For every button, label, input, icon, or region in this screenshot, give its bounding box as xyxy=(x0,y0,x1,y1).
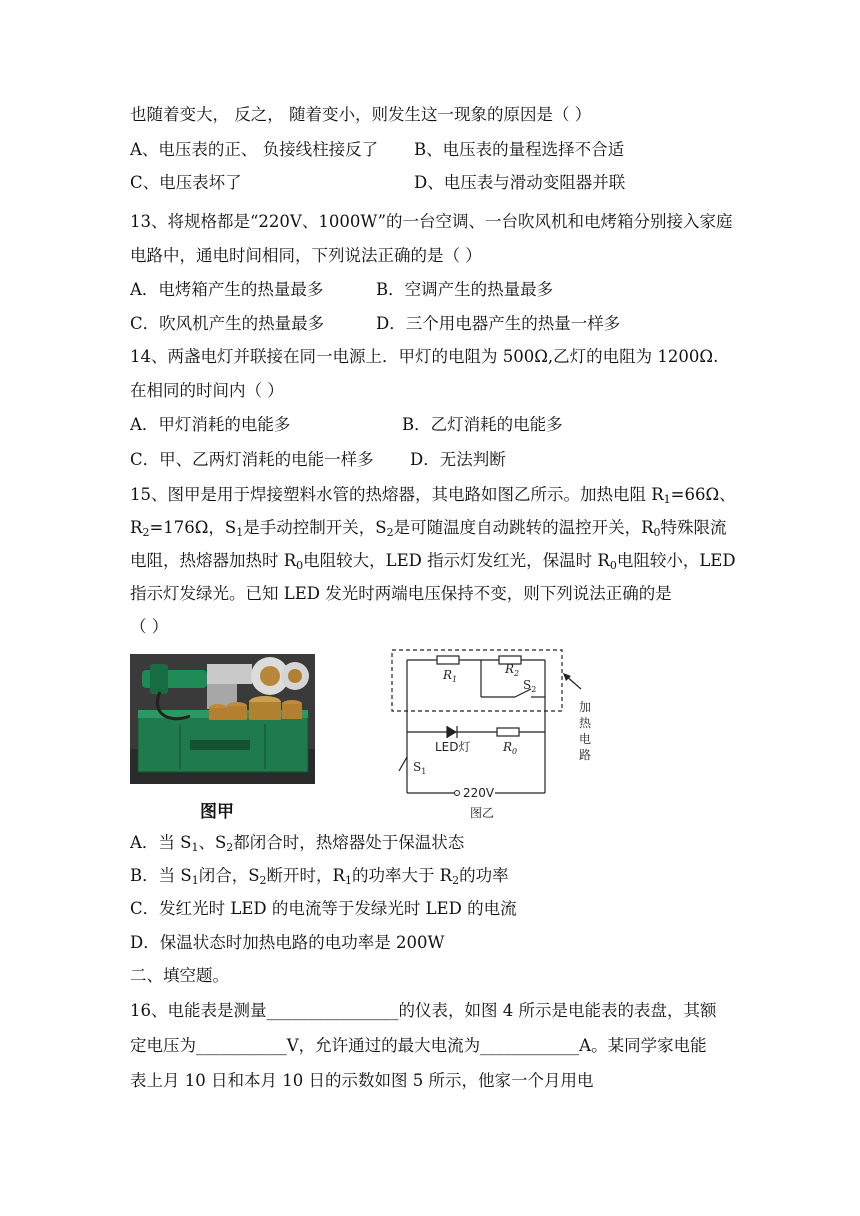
q15-stem-line4: 指示灯发绿光。已知 LED 发光时两端电压保持不变，则下列说法正确的是 xyxy=(130,584,672,603)
q14-stem-line1: 14、两盏电灯并联接在同一电源上．甲灯的电阻为 500Ω,乙灯的电阻为 1200Ω. xyxy=(130,347,719,366)
label-r1: $R_1$ xyxy=(443,668,458,684)
q15-l2d: 是可随温度自动跳转的温控开关，R xyxy=(393,518,654,537)
q15-stem-line3 xyxy=(130,550,736,572)
sub-0: 0 xyxy=(653,526,661,539)
sub-2: 2 xyxy=(386,526,394,539)
section-fill-in-heading: 二、填空题。 xyxy=(130,966,229,985)
label-r2: $R_2$ xyxy=(505,662,520,678)
heating-label-4: 路 xyxy=(579,748,592,762)
q15-line3a: 电阻，热熔器加热时 R xyxy=(130,551,297,570)
sub-0: 0 xyxy=(609,559,617,572)
q15-stem-line1 xyxy=(130,484,736,506)
sub-2: 2 xyxy=(142,526,150,539)
q15-l2a: R xyxy=(130,518,143,537)
resistor-r0 xyxy=(497,728,519,736)
heating-circuit-dashed-box xyxy=(392,650,562,711)
q13-stem-line1: 13、将规格都是“220V、1000W”的一台空调、一台吹风机和电烤箱分别接入家庭 xyxy=(130,212,733,231)
label-s2: $S_2$ xyxy=(523,678,537,694)
q13-stem-line2: 电路中，通电时间相同，下列说法正确的是（ ） xyxy=(130,246,482,265)
switch-s1 xyxy=(399,757,407,771)
figure-yi-circuit-diagram xyxy=(385,645,615,825)
q13-option-b: B．空调产生的热量最多 xyxy=(376,280,554,299)
q12-stem: 也随着变大， 反之， 随着变小，则发生这一现象的原因是（ ） xyxy=(130,105,592,124)
q15-option-b: B．当 $S_1$闭合，$S_2$断开时，$R_1$的功率大于 $R_2$的功率 xyxy=(130,866,509,887)
q15-option-d: D．保温状态时加热电路的电功率是 200W xyxy=(130,933,445,952)
q14-option-d: D．无法判断 xyxy=(410,450,506,469)
label-s1: $S_1$ xyxy=(413,760,427,776)
q13-option-d: D．三个用电器产生的热量一样多 xyxy=(376,314,621,333)
q15-line3c: 电阻较小，LED xyxy=(616,551,736,570)
figure-yi-caption: 图乙 xyxy=(470,806,495,820)
sub-1: 1 xyxy=(663,493,671,506)
q15-line3b: 电阻较大，LED 指示灯发红光，保温时 R xyxy=(303,551,610,570)
q15-stem-line5: （ ） xyxy=(130,617,169,636)
q15-l2e: 特殊限流 xyxy=(660,518,727,537)
sub-0: 0 xyxy=(296,559,304,572)
q16-line1: 16、电能表是测量________________的仪表，如图 4 所示是电能表的表盘，其额 xyxy=(130,1001,717,1020)
label-r0: $R_0$ xyxy=(503,740,518,756)
q14-stem-line2: 在相同的时间内（ ） xyxy=(130,381,284,400)
q15-stem-line2 xyxy=(130,517,727,539)
figure-jia-caption: 图甲 xyxy=(200,802,234,822)
figure-jia-photo xyxy=(130,654,315,784)
q12-option-b: B、电压表的量程选择不合适 xyxy=(414,140,625,159)
q16-line2: 定电压为___________V，允许通过的最大电流为____________A。某同学家电能 xyxy=(130,1036,707,1055)
q14-option-a: A．甲灯消耗的电能多 xyxy=(130,415,291,434)
q14-option-c: C．甲、乙两灯消耗的电能一样多 xyxy=(130,450,374,469)
q13-option-a: A．电烤箱产生的热量最多 xyxy=(130,280,324,299)
q12-option-c: C、电压表坏了 xyxy=(130,173,242,192)
led-diode-icon xyxy=(447,726,457,738)
q14-option-b: B．乙灯消耗的电能多 xyxy=(402,415,563,434)
heating-label-2: 热 xyxy=(579,716,592,730)
q15-l1b: =66Ω、 xyxy=(670,485,736,504)
q15-option-c: C．发红光时 LED 的电流等于发绿光时 LED 的电流 xyxy=(130,899,517,918)
q15-l2c: 是手动控制开关，S xyxy=(243,518,387,537)
resistor-r1 xyxy=(437,656,459,664)
sub-1: 1 xyxy=(236,526,244,539)
q15-l1a: 15、图甲是用于焊接塑料水管的热熔器，其电路如图乙所示。加热电阻 R xyxy=(130,485,664,504)
label-led: LED灯 xyxy=(435,740,471,754)
q13-option-c: C．吹风机产生的热量最多 xyxy=(130,314,325,333)
label-voltage: 220V xyxy=(463,786,495,800)
q15-option-a: A．当 $S_1$、$S_2$都闭合时，热熔器处于保温状态 xyxy=(130,833,465,854)
q12-option-a: A、电压表的正、 负接线柱接反了 xyxy=(130,140,379,159)
heating-label-3: 电 xyxy=(579,732,592,746)
heating-label-1: 加 xyxy=(579,700,592,714)
q16-line3: 表上月 10 日和本月 10 日的示数如图 5 所示，他家一个月用电 xyxy=(130,1071,594,1090)
q15-l2b: =176Ω，S xyxy=(149,518,237,537)
q12-option-d: D、电压表与滑动变阻器并联 xyxy=(414,173,626,192)
